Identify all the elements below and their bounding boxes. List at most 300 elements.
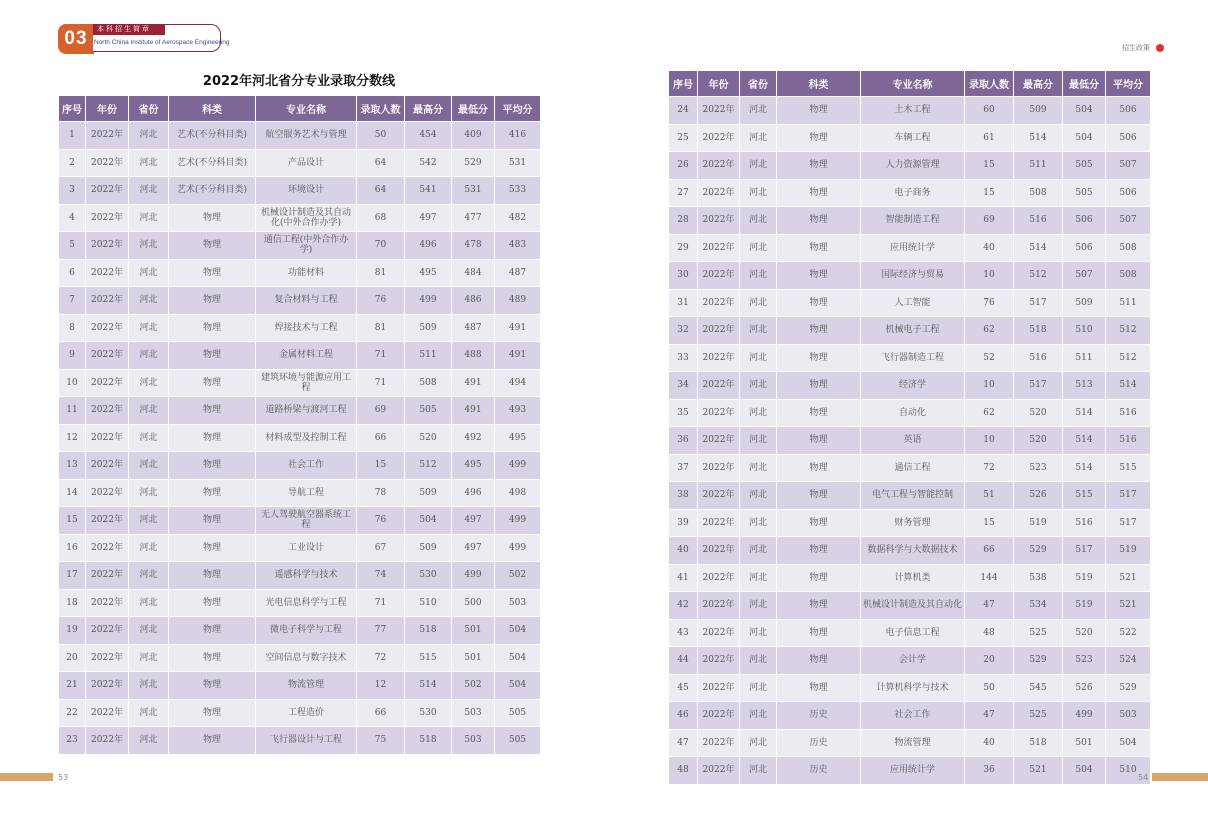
- table-row: [59, 342, 541, 370]
- table-cell: 68: [357, 204, 405, 232]
- table-cell: 505: [405, 397, 452, 425]
- table-cell: 37: [669, 454, 698, 482]
- table-cell: 物理: [169, 232, 256, 260]
- table-cell: 523: [1063, 647, 1106, 675]
- table-cell: 28: [669, 207, 698, 235]
- table-cell: 河北: [740, 619, 777, 647]
- table-cell: 物理: [777, 427, 861, 455]
- table-cell: 13: [59, 452, 86, 480]
- table-row: [669, 262, 1151, 290]
- table-cell: 496: [452, 479, 495, 507]
- table-cell: 功能材料: [256, 259, 357, 287]
- table-cell: 河北: [129, 672, 169, 700]
- table-cell: 40: [669, 537, 698, 565]
- table-cell: 物理: [169, 397, 256, 425]
- table-cell: 500: [452, 589, 495, 617]
- table-cell: 494: [495, 369, 541, 397]
- table-cell: 河北: [740, 262, 777, 290]
- table-cell: 河北: [129, 507, 169, 535]
- table-cell: 河北: [129, 562, 169, 590]
- table-cell: 2022年: [698, 399, 740, 427]
- table-cell: 2022年: [86, 287, 129, 315]
- table-cell: 510: [405, 589, 452, 617]
- table-cell: 519: [1106, 537, 1151, 565]
- table-cell: 12: [59, 424, 86, 452]
- table-cell: 2022年: [698, 152, 740, 180]
- table-cell: 533: [495, 177, 541, 205]
- table-cell: 2022年: [86, 672, 129, 700]
- table-cell: 497: [405, 204, 452, 232]
- table-row: [59, 232, 541, 260]
- table-cell: 34: [669, 372, 698, 400]
- table-row: [669, 124, 1151, 152]
- table-cell: 1: [59, 122, 86, 150]
- table-cell: 531: [452, 177, 495, 205]
- table-cell: 511: [405, 342, 452, 370]
- table-cell: 78: [357, 479, 405, 507]
- table-cell: 2022年: [86, 259, 129, 287]
- table-cell: 478: [452, 232, 495, 260]
- table-cell: 41: [669, 564, 698, 592]
- table-cell: 501: [452, 644, 495, 672]
- table-cell: 487: [495, 259, 541, 287]
- table-cell: 导航工程: [256, 479, 357, 507]
- table-row: [59, 122, 541, 150]
- table-cell: 2022年: [86, 177, 129, 205]
- table-cell: 81: [357, 259, 405, 287]
- table-cell: 482: [495, 204, 541, 232]
- col-header: 平均分: [1106, 71, 1151, 97]
- table-cell: 物理: [777, 262, 861, 290]
- table-cell: 499: [495, 452, 541, 480]
- table-cell: 501: [1063, 729, 1106, 757]
- table-cell: 2022年: [698, 207, 740, 235]
- table-cell: 河北: [740, 372, 777, 400]
- table-cell: 复合材料与工程: [256, 287, 357, 315]
- col-header: 录取人数: [357, 96, 405, 122]
- table-row: [669, 427, 1151, 455]
- table-cell: 2022年: [86, 314, 129, 342]
- table-cell: 499: [1063, 702, 1106, 730]
- table-cell: 物理: [169, 644, 256, 672]
- table-cell: 31: [669, 289, 698, 317]
- table-cell: 光电信息科学与工程: [256, 589, 357, 617]
- table-cell: 52: [965, 344, 1014, 372]
- section-title: 招生政策: [1122, 44, 1150, 52]
- table-cell: 538: [1014, 564, 1063, 592]
- table-cell: 76: [357, 287, 405, 315]
- table-cell: 504: [1063, 124, 1106, 152]
- table-cell: 物理: [777, 509, 861, 537]
- table-cell: 工业设计: [256, 534, 357, 562]
- table-cell: 2022年: [698, 344, 740, 372]
- table-row: [59, 314, 541, 342]
- table-cell: 517: [1063, 537, 1106, 565]
- table-cell: 36: [965, 757, 1014, 785]
- table-cell: 510: [1063, 317, 1106, 345]
- table-cell: 物理: [169, 699, 256, 727]
- table-cell: 530: [405, 562, 452, 590]
- table-cell: 499: [495, 534, 541, 562]
- table-cell: 河北: [129, 122, 169, 150]
- table-cell: 河北: [740, 124, 777, 152]
- table-row: [59, 507, 541, 535]
- table-cell: 516: [1063, 509, 1106, 537]
- table-cell: 529: [452, 149, 495, 177]
- table-cell: 504: [1063, 757, 1106, 785]
- table-cell: 75: [357, 727, 405, 755]
- table-cell: 515: [1106, 454, 1151, 482]
- table-cell: 506: [1106, 124, 1151, 152]
- page-number-left: 53: [58, 773, 69, 782]
- table-cell: 2022年: [86, 342, 129, 370]
- table-cell: 514: [1014, 234, 1063, 262]
- table-cell: 物流管理: [256, 672, 357, 700]
- table-cell: 507: [1106, 207, 1151, 235]
- table-cell: 电子信息工程: [861, 619, 965, 647]
- table-cell: 508: [1106, 262, 1151, 290]
- table-cell: 503: [1106, 702, 1151, 730]
- table-row: [59, 177, 541, 205]
- table-cell: 518: [405, 727, 452, 755]
- table-cell: 16: [59, 534, 86, 562]
- table-cell: 4: [59, 204, 86, 232]
- footer-bar-right: [1152, 773, 1208, 781]
- table-cell: 河北: [129, 452, 169, 480]
- table-cell: 无人驾驶航空器系统工程: [256, 507, 357, 535]
- table-cell: 物理: [777, 537, 861, 565]
- table-cell: 机械设计制造及其自动化: [861, 592, 965, 620]
- table-cell: 河北: [740, 729, 777, 757]
- table-cell: 物理: [777, 399, 861, 427]
- table-cell: 47: [965, 702, 1014, 730]
- table-cell: 495: [452, 452, 495, 480]
- table-cell: 产品设计: [256, 149, 357, 177]
- table-cell: 454: [405, 122, 452, 150]
- col-header: 科类: [169, 96, 256, 122]
- table-cell: 517: [1014, 289, 1063, 317]
- table-row: [59, 727, 541, 755]
- table-cell: 510: [1106, 757, 1151, 785]
- table-cell: 518: [1014, 317, 1063, 345]
- page-number-right: 54: [1138, 773, 1149, 782]
- table-cell: 502: [495, 562, 541, 590]
- table-cell: 材料成型及控制工程: [256, 424, 357, 452]
- table-cell: 9: [59, 342, 86, 370]
- table-cell: 飞行器制造工程: [861, 344, 965, 372]
- table-cell: 10: [965, 262, 1014, 290]
- table-cell: 2022年: [86, 122, 129, 150]
- table-cell: 526: [1014, 482, 1063, 510]
- table-cell: 33: [669, 344, 698, 372]
- table-cell: 529: [1106, 674, 1151, 702]
- table-row: [669, 399, 1151, 427]
- table-cell: 507: [1063, 262, 1106, 290]
- table-cell: 489: [495, 287, 541, 315]
- table-row: [59, 204, 541, 232]
- table-cell: 62: [965, 317, 1014, 345]
- col-header: 年份: [698, 71, 740, 97]
- table-cell: 520: [405, 424, 452, 452]
- table-row: [669, 647, 1151, 675]
- table-cell: 2022年: [698, 564, 740, 592]
- table-cell: 512: [1106, 317, 1151, 345]
- table-cell: 物理: [169, 534, 256, 562]
- table-row: [59, 397, 541, 425]
- table-cell: 71: [357, 369, 405, 397]
- footer-bar-left: [0, 773, 53, 781]
- table-cell: 2022年: [86, 589, 129, 617]
- table-cell: 506: [1063, 234, 1106, 262]
- table-row: [59, 562, 541, 590]
- table-cell: 498: [495, 479, 541, 507]
- table-cell: 514: [1063, 454, 1106, 482]
- table-cell: 512: [405, 452, 452, 480]
- table-cell: 2022年: [698, 537, 740, 565]
- table-cell: 495: [495, 424, 541, 452]
- table-cell: 66: [357, 424, 405, 452]
- table-cell: 508: [1106, 234, 1151, 262]
- table-row: [669, 537, 1151, 565]
- table-cell: 497: [452, 507, 495, 535]
- table-cell: 493: [495, 397, 541, 425]
- table-cell: 2022年: [698, 592, 740, 620]
- table-cell: 488: [452, 342, 495, 370]
- table-cell: 河北: [129, 232, 169, 260]
- table-cell: 河北: [129, 177, 169, 205]
- table-cell: 514: [1063, 399, 1106, 427]
- table-cell: 519: [1063, 564, 1106, 592]
- table-cell: 48: [669, 757, 698, 785]
- table-cell: 483: [495, 232, 541, 260]
- table-cell: 409: [452, 122, 495, 150]
- table-cell: 河北: [740, 482, 777, 510]
- table-cell: 车辆工程: [861, 124, 965, 152]
- table-cell: 财务管理: [861, 509, 965, 537]
- table-cell: 491: [452, 369, 495, 397]
- table-cell: 484: [452, 259, 495, 287]
- table-cell: 焊接技术与工程: [256, 314, 357, 342]
- table-row: [669, 757, 1151, 785]
- table-cell: 515: [405, 644, 452, 672]
- table-cell: 通信工程(中外合作办学): [256, 232, 357, 260]
- table-cell: 35: [669, 399, 698, 427]
- table-header-row: [59, 96, 541, 122]
- table-cell: 499: [495, 507, 541, 535]
- table-cell: 66: [357, 699, 405, 727]
- table-cell: 微电子科学与工程: [256, 617, 357, 645]
- table-cell: 30: [669, 262, 698, 290]
- table-cell: 2022年: [698, 454, 740, 482]
- table-cell: 2022年: [698, 702, 740, 730]
- table-cell: 艺术(不分科目类): [169, 149, 256, 177]
- table-cell: 电气工程与智能控制: [861, 482, 965, 510]
- table-cell: 24: [669, 97, 698, 125]
- table-cell: 6: [59, 259, 86, 287]
- table-cell: 物理: [169, 507, 256, 535]
- table-cell: 22: [59, 699, 86, 727]
- table-cell: 2022年: [86, 232, 129, 260]
- col-header: 序号: [669, 71, 698, 97]
- table-cell: 河北: [740, 179, 777, 207]
- table-cell: 飞行器设计与工程: [256, 727, 357, 755]
- table-cell: 2022年: [698, 729, 740, 757]
- table-cell: 2022年: [86, 534, 129, 562]
- table-cell: 2022年: [86, 452, 129, 480]
- table-cell: 计算机类: [861, 564, 965, 592]
- table-cell: 508: [1014, 179, 1063, 207]
- table-cell: 河北: [129, 617, 169, 645]
- table-cell: 517: [1106, 482, 1151, 510]
- table-cell: 河北: [740, 234, 777, 262]
- col-header: 专业名称: [861, 71, 965, 97]
- table-row: [59, 369, 541, 397]
- table-cell: 物理: [777, 97, 861, 125]
- col-header: 专业名称: [256, 96, 357, 122]
- table-cell: 509: [405, 479, 452, 507]
- table-cell: 542: [405, 149, 452, 177]
- table-cell: 44: [669, 647, 698, 675]
- table-cell: 26: [669, 152, 698, 180]
- table-cell: 河北: [740, 344, 777, 372]
- table-cell: 物理: [169, 452, 256, 480]
- table-cell: 20: [59, 644, 86, 672]
- table-cell: 521: [1106, 564, 1151, 592]
- table-cell: 2022年: [698, 179, 740, 207]
- col-header: 序号: [59, 96, 86, 122]
- table-cell: 27: [669, 179, 698, 207]
- table-row: [669, 372, 1151, 400]
- table-cell: 应用统计学: [861, 234, 965, 262]
- table-cell: 河北: [129, 727, 169, 755]
- table-row: [59, 699, 541, 727]
- table-cell: 20: [965, 647, 1014, 675]
- table-cell: 物理: [169, 672, 256, 700]
- table-cell: 物理: [169, 369, 256, 397]
- table-cell: 14: [59, 479, 86, 507]
- table-cell: 10: [965, 372, 1014, 400]
- table-cell: 517: [1014, 372, 1063, 400]
- table-row: [59, 149, 541, 177]
- table-cell: 71: [357, 589, 405, 617]
- table-cell: 遥感科学与技术: [256, 562, 357, 590]
- score-table-left: [58, 95, 541, 755]
- table-cell: 509: [405, 314, 452, 342]
- table-row: [669, 152, 1151, 180]
- table-cell: 应用统计学: [861, 757, 965, 785]
- table-cell: 69: [357, 397, 405, 425]
- table-row: [59, 672, 541, 700]
- table-cell: 社会工作: [861, 702, 965, 730]
- table-row: [669, 234, 1151, 262]
- table-cell: 道路桥梁与渡河工程: [256, 397, 357, 425]
- table-cell: 509: [1014, 97, 1063, 125]
- col-header: 年份: [86, 96, 129, 122]
- table-cell: 511: [1014, 152, 1063, 180]
- table-row: [669, 674, 1151, 702]
- table-cell: 518: [1014, 729, 1063, 757]
- table-cell: 491: [495, 314, 541, 342]
- col-header: 最低分: [452, 96, 495, 122]
- section-dot-icon: [1156, 44, 1164, 52]
- table-cell: 520: [1063, 619, 1106, 647]
- table-cell: 河北: [740, 592, 777, 620]
- table-cell: 516: [1014, 344, 1063, 372]
- table-cell: 46: [669, 702, 698, 730]
- table-cell: 河北: [740, 97, 777, 125]
- table-cell: 机械电子工程: [861, 317, 965, 345]
- table-cell: 51: [965, 482, 1014, 510]
- table-cell: 507: [1106, 152, 1151, 180]
- col-header: 录取人数: [965, 71, 1014, 97]
- table-row: [669, 179, 1151, 207]
- table-cell: 499: [452, 562, 495, 590]
- table-cell: 497: [452, 534, 495, 562]
- table-cell: 144: [965, 564, 1014, 592]
- table-row: [59, 287, 541, 315]
- table-cell: 45: [669, 674, 698, 702]
- table-cell: 76: [965, 289, 1014, 317]
- table-cell: 25: [669, 124, 698, 152]
- table-cell: 501: [452, 617, 495, 645]
- table-cell: 529: [1014, 537, 1063, 565]
- table-cell: 河北: [129, 369, 169, 397]
- table-cell: 2022年: [86, 369, 129, 397]
- table-cell: 建筑环境与能源应用工程: [256, 369, 357, 397]
- table-row: [669, 97, 1151, 125]
- table-cell: 河北: [740, 509, 777, 537]
- table-cell: 505: [495, 699, 541, 727]
- institute-name: North China Institute of Aerospace Engineering: [94, 39, 230, 46]
- table-cell: 河北: [740, 399, 777, 427]
- table-cell: 2022年: [698, 289, 740, 317]
- table-cell: 512: [1014, 262, 1063, 290]
- table-cell: 72: [965, 454, 1014, 482]
- table-cell: 河北: [740, 317, 777, 345]
- table-cell: 40: [965, 729, 1014, 757]
- score-table-right: [668, 70, 1151, 785]
- table-cell: 河北: [129, 424, 169, 452]
- table-cell: 2022年: [86, 562, 129, 590]
- table-cell: 艺术(不分科目类): [169, 177, 256, 205]
- table-cell: 河北: [129, 314, 169, 342]
- table-cell: 2022年: [698, 757, 740, 785]
- table-cell: 物理: [777, 454, 861, 482]
- table-cell: 17: [59, 562, 86, 590]
- table-cell: 2022年: [698, 262, 740, 290]
- table-cell: 495: [405, 259, 452, 287]
- table-cell: 物理: [169, 424, 256, 452]
- table-cell: 3: [59, 177, 86, 205]
- table-cell: 503: [452, 727, 495, 755]
- table-cell: 物理: [777, 564, 861, 592]
- table-cell: 2022年: [698, 317, 740, 345]
- table-cell: 自动化: [861, 399, 965, 427]
- table-cell: 2022年: [86, 479, 129, 507]
- table-cell: 土木工程: [861, 97, 965, 125]
- table-cell: 2022年: [86, 644, 129, 672]
- table-cell: 物理: [169, 727, 256, 755]
- table-cell: 物理: [169, 562, 256, 590]
- table-cell: 2: [59, 149, 86, 177]
- table-cell: 工程造价: [256, 699, 357, 727]
- table-cell: 81: [357, 314, 405, 342]
- table-cell: 487: [452, 314, 495, 342]
- table-cell: 河北: [129, 699, 169, 727]
- table-cell: 经济学: [861, 372, 965, 400]
- table-cell: 河北: [740, 289, 777, 317]
- table-cell: 物理: [777, 619, 861, 647]
